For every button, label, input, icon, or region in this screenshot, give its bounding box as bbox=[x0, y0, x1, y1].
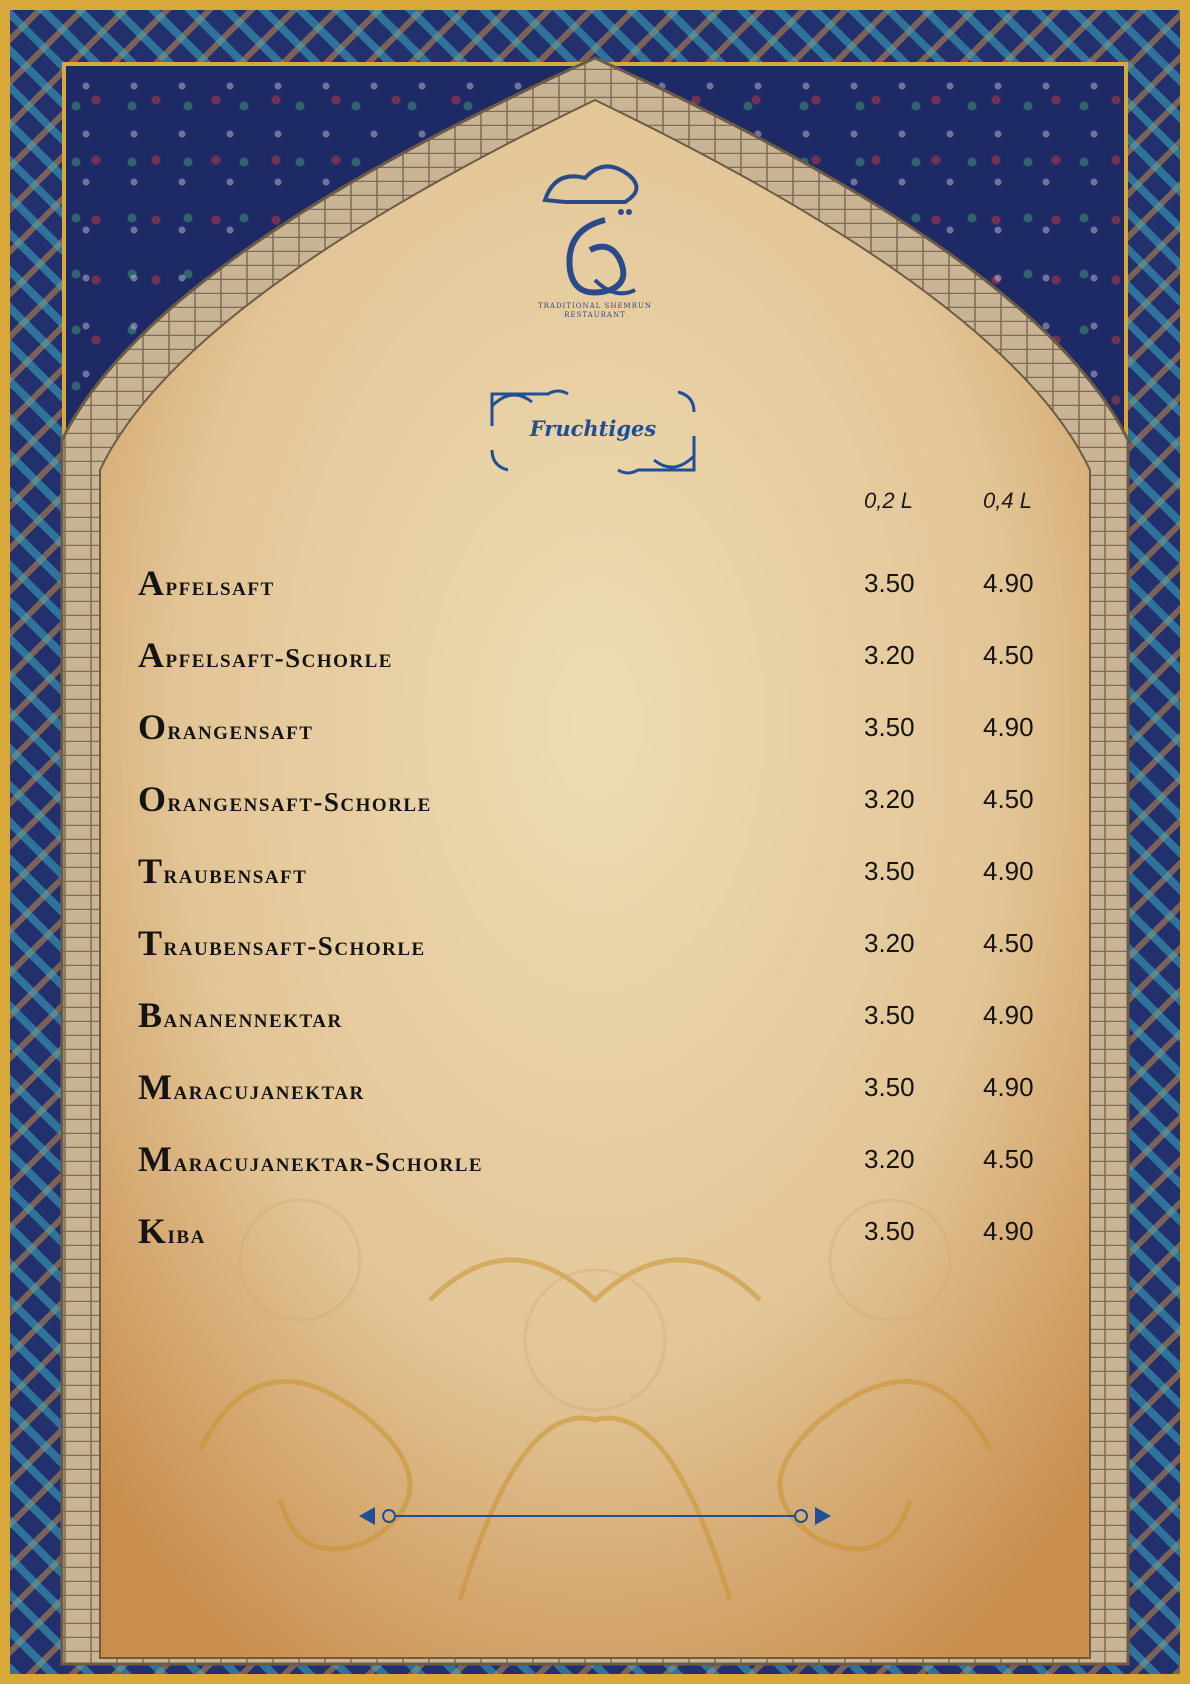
menu-item bbox=[138, 1210, 1048, 1250]
decorative-divider bbox=[355, 1496, 835, 1536]
price-large: 4.90 bbox=[983, 712, 1034, 742]
item-name: Maracujanektar-Schorle bbox=[138, 1139, 484, 1179]
menu-item bbox=[138, 922, 1048, 962]
price-small: 3.50 bbox=[864, 1216, 915, 1246]
column-header-small: 0,2 L bbox=[864, 488, 913, 513]
menu-item bbox=[138, 778, 1048, 818]
item-name: Traubensaft-Schorle bbox=[138, 923, 426, 963]
item-name: Orangensaft bbox=[138, 707, 314, 747]
price-large: 4.50 bbox=[983, 928, 1034, 958]
price-large: 4.90 bbox=[983, 1072, 1034, 1102]
item-name: Orangensaft-Schorle bbox=[138, 779, 432, 819]
price-large: 4.50 bbox=[983, 784, 1034, 814]
price-large: 4.90 bbox=[983, 568, 1034, 598]
price-large: 4.90 bbox=[983, 1216, 1034, 1246]
section-title-cartouche bbox=[488, 386, 698, 476]
price-small: 3.50 bbox=[864, 1000, 915, 1030]
menu-item bbox=[138, 994, 1048, 1034]
menu-item bbox=[138, 850, 1048, 890]
item-name: Apfelsaft-Schorle bbox=[138, 635, 393, 675]
menu-item bbox=[138, 634, 1048, 674]
price-small: 3.50 bbox=[864, 712, 915, 742]
price-large: 4.50 bbox=[983, 1144, 1034, 1174]
price-small: 3.20 bbox=[864, 1144, 915, 1174]
price-small: 3.20 bbox=[864, 784, 915, 814]
item-name: Bananennektar bbox=[138, 995, 343, 1035]
menu-item bbox=[138, 1138, 1048, 1178]
price-large: 4.50 bbox=[983, 640, 1034, 670]
logo-caption bbox=[535, 302, 655, 320]
price-small: 3.50 bbox=[864, 568, 915, 598]
price-small: 3.50 bbox=[864, 856, 915, 886]
price-small: 3.50 bbox=[864, 1072, 915, 1102]
logo-line-1: TRADITIONAL SHEMRUN bbox=[537, 302, 653, 310]
column-header-large: 0,4 L bbox=[983, 488, 1032, 513]
logo-line-2: RESTAURANT bbox=[564, 311, 626, 319]
item-name: Traubensaft bbox=[138, 851, 308, 891]
price-large: 4.90 bbox=[983, 856, 1034, 886]
item-name: Maracujanektar bbox=[138, 1067, 365, 1107]
menu-item bbox=[138, 562, 1048, 602]
item-name: Apfelsaft bbox=[138, 563, 275, 603]
item-name: Kiba bbox=[138, 1211, 206, 1251]
price-small: 3.20 bbox=[864, 640, 915, 670]
price-large: 4.90 bbox=[983, 1000, 1034, 1030]
section-title: Fruchtiges bbox=[529, 416, 657, 441]
menu-item bbox=[138, 1066, 1048, 1106]
menu-item bbox=[138, 706, 1048, 746]
price-small: 3.20 bbox=[864, 928, 915, 958]
